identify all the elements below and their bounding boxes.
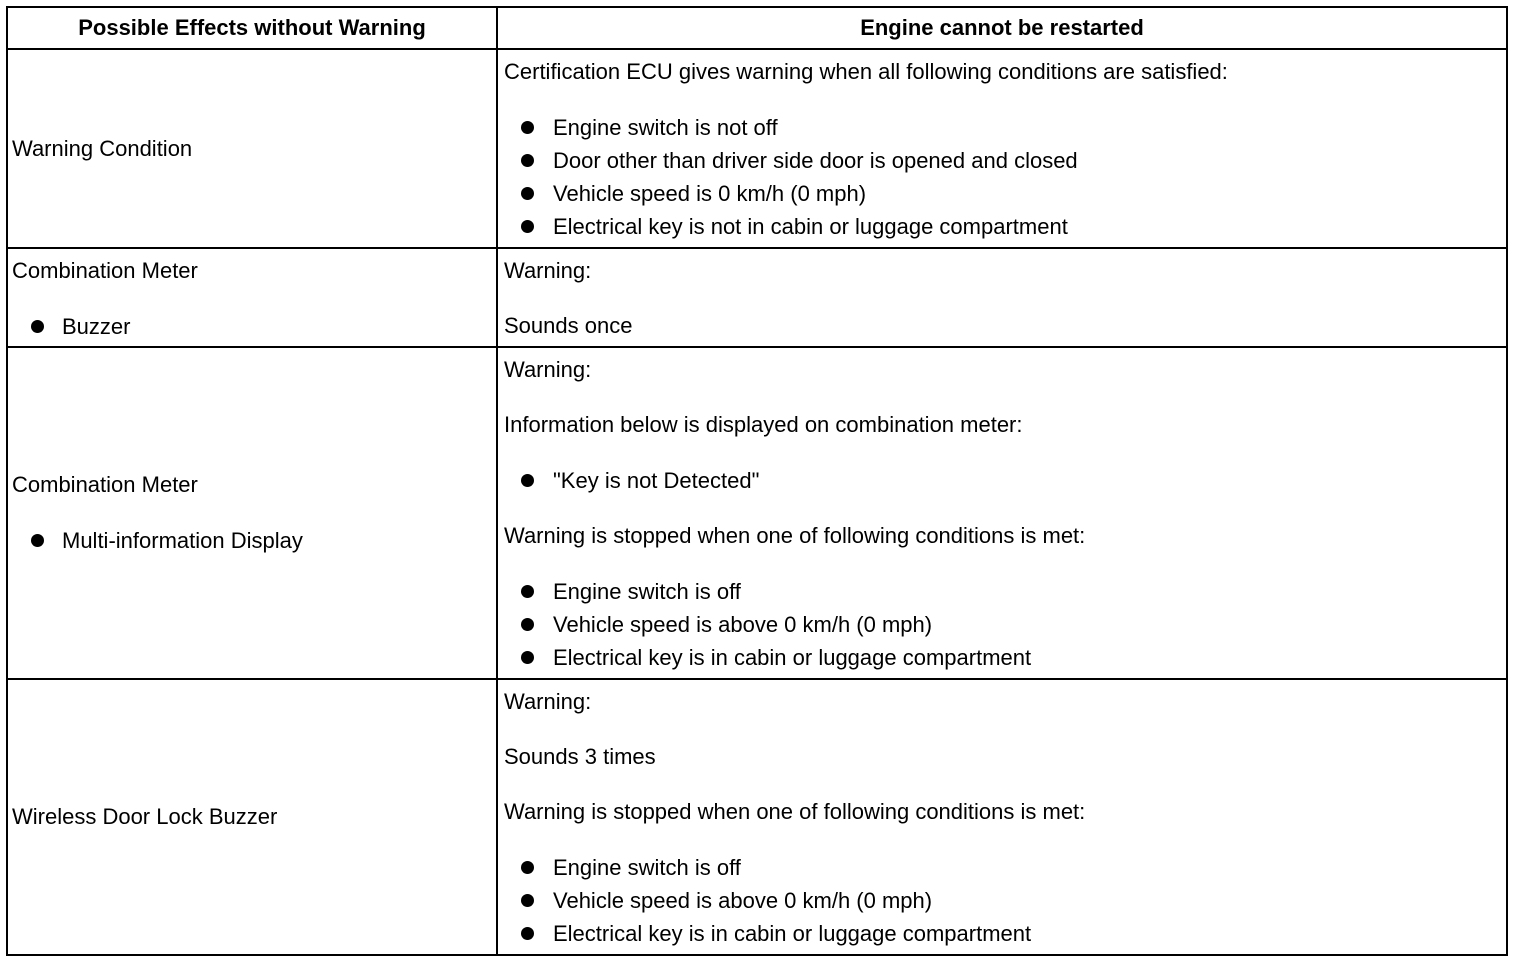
bullet-icon [521,651,534,664]
list-item [504,144,1506,177]
row-label: Combination Meter [12,258,198,283]
display-intro-text: Information below is displayed on combination meter: [504,412,1023,437]
list-item [504,641,1506,674]
row-detail-cell [497,49,1507,248]
header-possible-effects: Possible Effects without Warning [7,7,497,49]
row-label-sublist [12,310,496,343]
stop-condition-list [504,851,1506,950]
row-label-sublist [12,524,496,557]
row-label-cell [7,248,497,347]
row-label: Wireless Door Lock Buzzer [12,804,278,829]
display-message-list [504,464,1506,497]
list-item-text: Engine switch is off [553,855,741,880]
list-item [504,884,1506,917]
list-item [12,524,496,557]
list-item [504,111,1506,144]
table-row-combination-meter-display [7,347,1507,679]
condition-list [504,111,1506,243]
bullet-icon [521,154,534,167]
list-item [504,210,1506,243]
list-item [504,177,1506,210]
list-item-text: Electrical key is not in cabin or luggage compartment [553,214,1068,239]
table-row-combination-meter-buzzer [7,248,1507,347]
list-item [504,575,1506,608]
list-item-text: Engine switch is not off [553,115,778,140]
list-item-text: Vehicle speed is above 0 km/h (0 mph) [553,612,933,637]
table-row-wireless-door-lock-buzzer [7,679,1507,955]
row-detail-cell [497,248,1507,347]
list-item-text: Engine switch is off [553,579,741,604]
warning-text: Sounds once [504,313,633,338]
row-label-cell [7,49,497,248]
bullet-icon [521,927,534,940]
bullet-icon [521,861,534,874]
list-item [504,608,1506,641]
bullet-icon [31,320,44,333]
row-label-cell [7,679,497,955]
list-item [504,464,1506,497]
row-detail-cell [497,347,1507,679]
list-item-text: Buzzer [62,314,131,339]
list-item-text: Vehicle speed is 0 km/h (0 mph) [553,181,867,206]
bullet-icon [521,618,534,631]
row-label-cell [7,347,497,679]
list-item-text: Door other than driver side door is opened and closed [553,148,1078,173]
list-item-text: "Key is not Detected" [553,468,760,493]
stop-condition-intro: Warning is stopped when one of following conditions is met: [504,799,1086,824]
bullet-icon [521,894,534,907]
bullet-icon [521,585,534,598]
list-item-text: Multi-information Display [62,528,303,553]
warning-text: Sounds 3 times [504,744,656,769]
header-engine-cannot-restart: Engine cannot be restarted [497,7,1507,49]
warning-label: Warning: [504,258,592,283]
bullet-icon [521,121,534,134]
list-item [12,310,496,343]
bullet-icon [521,220,534,233]
stop-condition-list [504,575,1506,674]
warning-effects-table [6,6,1508,956]
row-label: Combination Meter [12,472,198,497]
stop-condition-intro: Warning is stopped when one of following conditions is met: [504,523,1086,548]
warning-label: Warning: [504,689,592,714]
list-item-text: Electrical key is in cabin or luggage compartment [553,921,1032,946]
list-item [504,851,1506,884]
row-label: Warning Condition [12,135,193,161]
row-detail-cell [497,679,1507,955]
bullet-icon [31,534,44,547]
warning-label: Warning: [504,357,592,382]
condition-intro-text: Certification ECU gives warning when all following conditions are satisfied: [504,59,1228,84]
list-item [504,917,1506,950]
table-row-warning-condition [7,49,1507,248]
bullet-icon [521,474,534,487]
bullet-icon [521,187,534,200]
list-item-text: Electrical key is in cabin or luggage compartment [553,645,1032,670]
table-header-row [7,7,1507,49]
list-item-text: Vehicle speed is above 0 km/h (0 mph) [553,888,933,913]
